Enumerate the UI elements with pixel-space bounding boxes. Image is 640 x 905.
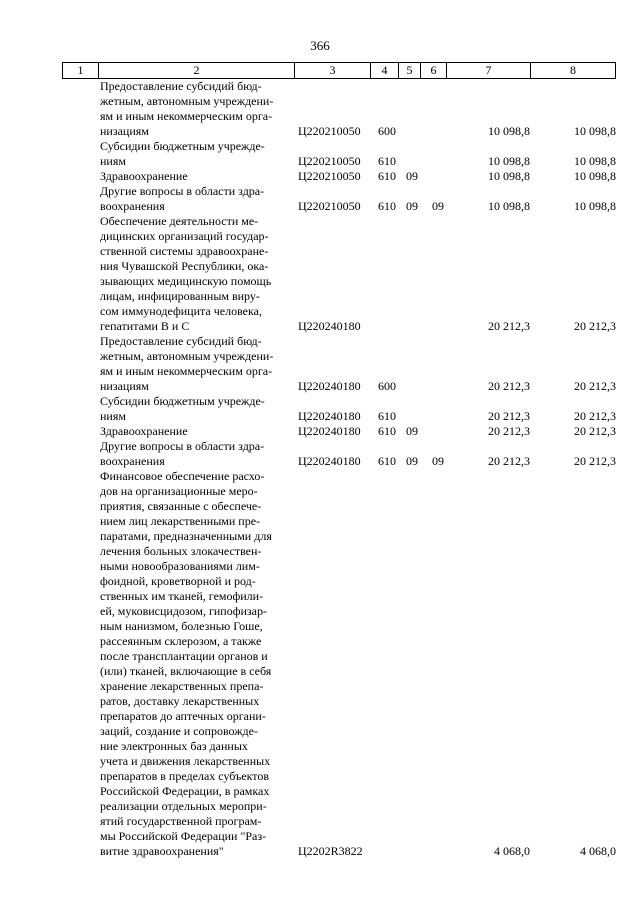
amount-year-2: 10 098,8 (574, 199, 616, 213)
section: 09 (406, 424, 418, 438)
row-name-line: Субсидии бюджетным учрежде- (100, 139, 265, 153)
table-row (62, 469, 616, 859)
amount-year-2: 20 212,3 (574, 379, 616, 393)
target-code: Ц220240180 (298, 424, 361, 438)
table-row (62, 214, 616, 334)
row-name-line: Обеспечение деятельности ме- (100, 214, 259, 228)
row-name (100, 184, 290, 214)
row-name-line: Предоставление субсидий бюд- (100, 79, 262, 93)
row-name-line: воохранения (100, 199, 165, 213)
row-name-line: нием лиц лекарственными пре- (100, 514, 261, 528)
row-name-line: ниям (100, 409, 126, 423)
amount-year-2: 10 098,8 (574, 154, 616, 168)
subsection: 09 (432, 199, 444, 213)
row-name-line: фоидной, кроветворной и род- (100, 574, 256, 588)
target-code: Ц220240180 (298, 454, 361, 468)
row-name-line: дицинских организаций государ- (100, 229, 269, 243)
row-name-line: мы Российской Федерации "Раз- (100, 829, 267, 843)
column-header-7: 7 (446, 63, 530, 78)
table-row (62, 169, 616, 184)
row-name-line: Российской Федерации, в рамках (100, 784, 270, 798)
row-name (100, 424, 290, 439)
row-name-line: рассеянным склерозом, а также (100, 634, 262, 648)
target-code: Ц220210050 (298, 154, 361, 168)
row-name-line: заций, создание и сопровожде- (100, 724, 258, 738)
table-row (62, 439, 616, 469)
row-name (100, 139, 290, 169)
column-header-2: 2 (98, 63, 294, 78)
row-name-line: реализации отдельных меропри- (100, 799, 267, 813)
column-header-4: 4 (370, 63, 398, 78)
row-name-line: ятий государственной програм- (100, 814, 262, 828)
row-name-line: воохранения (100, 454, 165, 468)
expense-type: 610 (378, 199, 396, 213)
target-code: Ц220240180 (298, 409, 361, 423)
row-name-line: Предоставление субсидий бюд- (100, 334, 262, 348)
table-row (62, 79, 616, 139)
expense-type: 610 (378, 424, 396, 438)
row-name-line: Здравоохранение (100, 424, 188, 438)
row-name-line: ям и иным некоммерческим орга- (100, 109, 273, 123)
column-header-3: 3 (294, 63, 370, 78)
amount-year-2: 10 098,8 (574, 124, 616, 138)
row-name-line: хранение лекарственных препа- (100, 679, 264, 693)
row-name-line: витие здравоохранения" (100, 844, 224, 858)
target-code: Ц2202R3822 (298, 844, 363, 858)
column-header-1: 1 (62, 63, 98, 78)
row-name-line: низациям (100, 124, 149, 138)
row-name-line: ственной системы здравоохране- (100, 244, 269, 258)
row-name-line: ратов, доставку лекарственных (100, 694, 260, 708)
amount-year-1: 10 098,8 (488, 154, 530, 168)
table-row (62, 139, 616, 169)
table-body (62, 79, 616, 859)
row-name-line: препаратов до аптечных органи- (100, 709, 266, 723)
row-name-line: дов на организационные меро- (100, 484, 258, 498)
row-name-line: гепатитами B и C (100, 319, 190, 333)
row-name-line: ными новообразованиями лим- (100, 559, 260, 573)
expense-type: 610 (378, 409, 396, 423)
row-name-line: ственных им тканей, гемофили- (100, 589, 264, 603)
section: 09 (406, 454, 418, 468)
amount-year-1: 20 212,3 (488, 454, 530, 468)
expense-type: 610 (378, 154, 396, 168)
row-name-line: жетным, автономным учреждени- (100, 349, 274, 363)
row-name-line: Субсидии бюджетным учрежде- (100, 394, 265, 408)
row-name-line: паратами, предназначенными для (100, 529, 272, 543)
amount-year-1: 10 098,8 (488, 124, 530, 138)
row-name-line: ям и иным некоммерческим орга- (100, 364, 273, 378)
expense-type: 610 (378, 454, 396, 468)
table-row (62, 424, 616, 439)
row-name-line: зывающих медицинскую помощь (100, 274, 272, 288)
row-name-line: приятия, связанные с обеспече- (100, 499, 262, 513)
amount-year-2: 4 068,0 (580, 844, 616, 858)
row-name-line: после трансплантации органов и (100, 649, 268, 663)
column-header-5: 5 (398, 63, 420, 78)
row-name-line: лицам, инфицированным виру- (100, 289, 260, 303)
target-code: Ц220240180 (298, 379, 361, 393)
amount-year-1: 20 212,3 (488, 409, 530, 423)
row-name-line: лечения больных злокачествен- (100, 544, 262, 558)
table-row (62, 334, 616, 394)
amount-year-1: 10 098,8 (488, 199, 530, 213)
section: 09 (406, 199, 418, 213)
amount-year-2: 20 212,3 (574, 454, 616, 468)
amount-year-1: 4 068,0 (494, 844, 530, 858)
section: 09 (406, 169, 418, 183)
row-name (100, 214, 290, 334)
row-name-line: ным нанизмом, болезнью Гоше, (100, 619, 263, 633)
target-code: Ц220210050 (298, 199, 361, 213)
row-name-line: учета и движения лекарственных (100, 754, 271, 768)
target-code: Ц220210050 (298, 169, 361, 183)
target-code: Ц220210050 (298, 124, 361, 138)
table-header (62, 62, 616, 79)
row-name-line: Здравоохранение (100, 169, 188, 183)
amount-year-2: 10 098,8 (574, 169, 616, 183)
row-name (100, 334, 290, 394)
expense-type: 600 (378, 124, 396, 138)
row-name-line: Другие вопросы в области здра- (100, 184, 265, 198)
amount-year-2: 20 212,3 (574, 319, 616, 333)
amount-year-1: 20 212,3 (488, 379, 530, 393)
row-name-line: (или) тканей, включающие в себя (100, 664, 272, 678)
amount-year-2: 20 212,3 (574, 424, 616, 438)
table-row (62, 394, 616, 424)
row-name-line: Другие вопросы в области здра- (100, 439, 265, 453)
amount-year-2: 20 212,3 (574, 409, 616, 423)
row-name-line: ниям (100, 154, 126, 168)
target-code: Ц220240180 (298, 319, 361, 333)
row-name-line: препаратов в пределах субъектов (100, 769, 270, 783)
amount-year-1: 20 212,3 (488, 424, 530, 438)
row-name-line: низациям (100, 379, 149, 393)
row-name (100, 469, 290, 859)
column-header-8: 8 (530, 63, 616, 78)
row-name (100, 439, 290, 469)
subsection: 09 (432, 454, 444, 468)
row-name-line: ние электронных баз данных (100, 739, 248, 753)
page-number: 366 (310, 38, 330, 53)
expense-type: 600 (378, 379, 396, 393)
amount-year-1: 20 212,3 (488, 319, 530, 333)
row-name (100, 169, 290, 184)
table-row (62, 184, 616, 214)
row-name (100, 79, 290, 139)
row-name-line: ния Чувашской Республики, ока- (100, 259, 269, 273)
row-name-line: жетным, автономным учреждени- (100, 94, 274, 108)
row-name (100, 394, 290, 424)
row-name-line: Финансовое обеспечение расхо- (100, 469, 265, 483)
expense-type: 610 (378, 169, 396, 183)
amount-year-1: 10 098,8 (488, 169, 530, 183)
column-header-6: 6 (420, 63, 446, 78)
row-name-line: сом иммунодефицита человека, (100, 304, 262, 318)
row-name-line: ей, муковисцидозом, гипофизар- (100, 604, 267, 618)
